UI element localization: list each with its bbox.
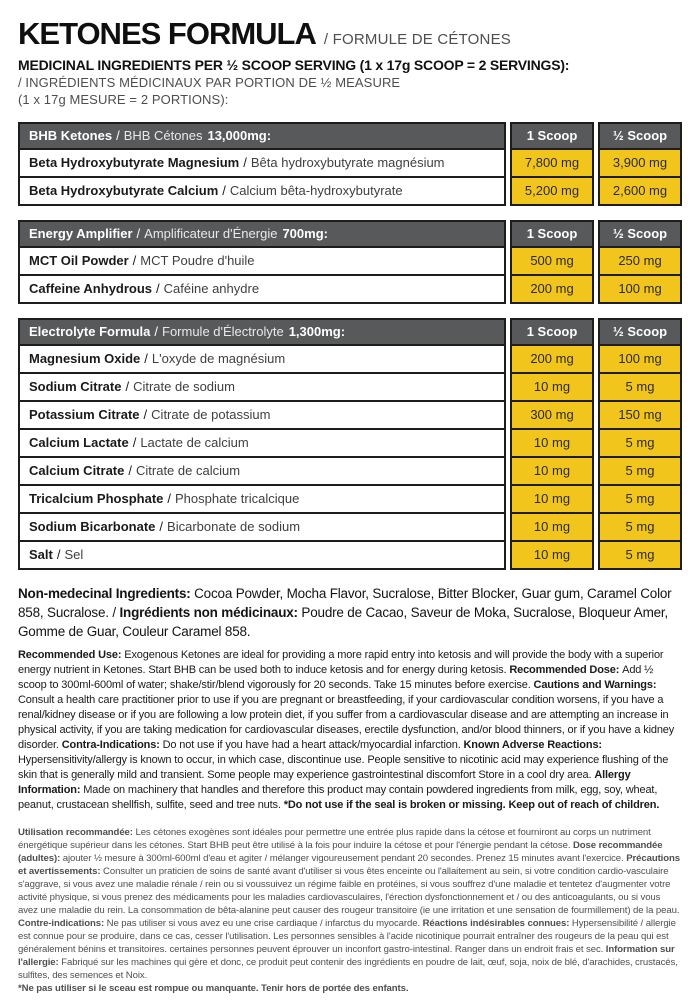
ingredient-label: MCT Oil Powder / MCT Poudre d'huile — [18, 246, 506, 276]
medicinal-ingredients-heading: MEDICINAL INGREDIENTS PER ½ SCOOP SERVING (1 x 17g SCOOP = 2 SERVINGS): — [18, 57, 570, 73]
amount-1-scoop: 10 mg — [510, 428, 594, 458]
amount-1-scoop: 10 mg — [510, 456, 594, 486]
amount-half-scoop: 100 mg — [598, 274, 682, 304]
table-header-row — [18, 122, 682, 150]
ingredient-label: Sodium Citrate / Citrate de sodium — [18, 372, 506, 402]
french-info-paragraph: Utilisation recommandée: Les cétones exogènes sont idéales pour permettre une entrée plus rapide dans la cétose et fourniront au corps un nutriment énergétique supérieur dans les cétones. Start BHB peut être utilisé à la fois pour induire la cétose et pour l'énergie pendant la cétose. Dose recommandée (adultes): ajouter ½ mesure à 300ml-600ml d'eau et agiter / mélanger vigoureusement pendant 20 secondes. Prenez 15 minutes avant l'exercice. Précautions et avertissements: Consulter un praticien de soins de santé avant d'utiliser si vous êtes enceinte ou l'allaitement au sein, si votre condition cardio-vasculaire s'aggrave, si vous avez une maladie rénale / rein ou si voussuivez un régime faible en protéines, si vous souffrez d'une maladie et tentetez d'augmenter votre activité physique, si vous prenez des médicaments pour les maladies cardiovasculaires, l'érection dysfonctionnement et / ou des anticoagulants, ou si vous avez une maladie du rein. La consommation de bêta-alanine peut causer des rougeur transitoire (ie une irritation et une sensation de fourmillement) de la peau. Contre-indications: Ne pas utiliser si vous avez eu une crise cardiaque / infarctus du myocarde. Réactions indésirables connues: Hypersensibilité / allergie est connue pour se produire, dans ce cas, cesser l'utilisation. Les personnes sensibles à l'acide nicotinique pourrait entraîner des rougeurs de la peau qui est généralement bénins et transitoires. certaines personnes peuvent éprouver un inconfort gastro-intestinal. Ranger dans un endroit frais et sec. Information sur l'allergie: Fabriqué sur les machines qui gère et donc, ce produit peut contenir des ingrédients en poudre de lait, œuf, soja, noix de blé, d'arachides, crustacés, sulfites, des semences et Noix. *Ne pas utiliser si le sceau est rompue ou manquante. Tenir hors de portée des enfants. — [18, 827, 681, 994]
amount-1-scoop: 5,200 mg — [510, 176, 594, 206]
column-header-1-scoop: 1 Scoop — [510, 318, 594, 346]
column-header-half-scoop: ½ Scoop — [598, 220, 682, 248]
amount-half-scoop: 100 mg — [598, 344, 682, 374]
non-medicinal-paragraph: Non-medecinal Ingredients: Cocoa Powder, Mocha Flavor, Sucralose, Bitter Blocker, Guar gum, Caramel Color 858, Sucralose. / Ingrédients non médicinaux: Poudre de Cacao, Saveur de Moka, Sucralose, Bloqueur Amer, Gomme de Guar, Couleur Caramel 858. — [18, 586, 672, 639]
table-header-row — [18, 318, 682, 346]
amount-1-scoop: 200 mg — [510, 344, 594, 374]
amount-1-scoop: 7,800 mg — [510, 148, 594, 178]
page-title: KETONES FORMULA — [18, 16, 316, 51]
ingredient-label: Calcium Citrate / Citrate de calcium — [18, 456, 506, 486]
ingredient-tables — [18, 122, 682, 570]
ingredient-label: Tricalcium Phosphate / Phosphate tricalcique — [18, 484, 506, 514]
column-header-1-scoop: 1 Scoop — [510, 220, 594, 248]
medicinal-ingredients-heading-fr-line2: (1 x 17g MESURE = 2 PORTIONS): — [18, 92, 229, 107]
amount-1-scoop: 10 mg — [510, 484, 594, 514]
ingredients-table — [18, 318, 682, 570]
ingredients-table — [18, 220, 682, 304]
column-header-half-scoop: ½ Scoop — [598, 122, 682, 150]
amount-1-scoop: 10 mg — [510, 540, 594, 570]
amount-1-scoop: 300 mg — [510, 400, 594, 430]
amount-1-scoop: 200 mg — [510, 274, 594, 304]
table-row — [18, 372, 682, 402]
table-header-row — [18, 220, 682, 248]
table-row — [18, 540, 682, 570]
amount-half-scoop: 3,900 mg — [598, 148, 682, 178]
table-row — [18, 512, 682, 542]
column-header-half-scoop: ½ Scoop — [598, 318, 682, 346]
amount-1-scoop: 10 mg — [510, 372, 594, 402]
table-header-label: Electrolyte Formula / Formule d'Électrolyte 1,300mg: — [18, 318, 506, 346]
ingredient-label: Caffeine Anhydrous / Caféine anhydre — [18, 274, 506, 304]
amount-half-scoop: 5 mg — [598, 372, 682, 402]
table-row — [18, 344, 682, 374]
ingredient-label: Magnesium Oxide / L'oxyde de magnésium — [18, 344, 506, 374]
amount-half-scoop: 150 mg — [598, 400, 682, 430]
amount-half-scoop: 5 mg — [598, 456, 682, 486]
ingredient-label: Calcium Lactate / Lactate de calcium — [18, 428, 506, 458]
english-info-paragraph: Recommended Use: Exogenous Ketones are ideal for providing a more rapid entry into ketosis and will provide the body with a superior energy nutrient in Ketones. Start BHB can be used both to induce ketosis and for energy during ketosis. Recommended Dose: Add ½ scoop to 300ml-600ml of water; shake/stir/blend vigorously for 20 seconds. Take 15 minutes before exercise. Cautions and Warnings: Consult a health care practitioner prior to use if you are pregnant or breastfeeding, if your cardiovascular condition worsens, if you have a renal/kidney disease or if you are following a low protein diet, if you suffer from a cardiovascular disease and are attempting an increase in physical activity, if you are taking medication for cardiovascular diseases, erectile dysfunction, and/or blood thinners, or if you have a kidney disorder. Contra-Indications: Do not use if you have had a heart attack/myocardial infarction. Known Adverse Reactions: Hypersensitivity/allergy is known to occur, in which case, discontinue use. People sensitive to nicotinic acid may experience flushing of the skin that is generally mild and transient. Some people may experience gastrointestinal discomfort Store in a cool dry area. Allergy Information: Made on machinery that handles and therefore this product may contain powdered ingredients from milk, egg, soy, wheat, peanut, crustacean shellfish, sulfite, seed and tree nuts. *Do not use if the seal is broken or missing. Keep out of reach of children. — [18, 649, 675, 811]
table-row — [18, 400, 682, 430]
table-row — [18, 484, 682, 514]
label-header — [18, 16, 682, 52]
medicinal-ingredients-heading-fr-line1: / INGRÉDIENTS MÉDICINAUX PAR PORTION DE ½ MEASURE — [18, 75, 401, 90]
amount-half-scoop: 2,600 mg — [598, 176, 682, 206]
amount-half-scoop: 5 mg — [598, 484, 682, 514]
ingredient-label: Salt / Sel — [18, 540, 506, 570]
table-row — [18, 274, 682, 304]
ingredient-label: Beta Hydroxybutyrate Magnesium / Bêta hydroxybutyrate magnésium — [18, 148, 506, 178]
ingredient-label: Sodium Bicarbonate / Bicarbonate de sodium — [18, 512, 506, 542]
table-header-label: BHB Ketones / BHB Cétones 13,000mg: — [18, 122, 506, 150]
table-row — [18, 246, 682, 276]
table-row — [18, 428, 682, 458]
ingredients-table — [18, 122, 682, 206]
table-row — [18, 176, 682, 206]
amount-1-scoop: 10 mg — [510, 512, 594, 542]
ingredient-label: Potassium Citrate / Citrate de potassium — [18, 400, 506, 430]
amount-half-scoop: 5 mg — [598, 540, 682, 570]
amount-half-scoop: 5 mg — [598, 512, 682, 542]
table-header-label: Energy Amplifier / Amplificateur d'Énergie 700mg: — [18, 220, 506, 248]
amount-half-scoop: 250 mg — [598, 246, 682, 276]
table-row — [18, 148, 682, 178]
amount-half-scoop: 5 mg — [598, 428, 682, 458]
page-title-french: / FORMULE DE CÉTONES — [323, 31, 511, 48]
table-row — [18, 456, 682, 486]
ingredient-label: Beta Hydroxybutyrate Calcium / Calcium bêta-hydroxybutyrate — [18, 176, 506, 206]
amount-1-scoop: 500 mg — [510, 246, 594, 276]
column-header-1-scoop: 1 Scoop — [510, 122, 594, 150]
